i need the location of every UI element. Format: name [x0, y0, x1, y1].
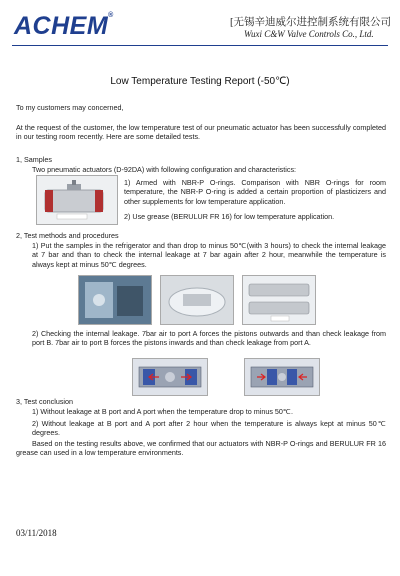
actuator-photo	[36, 175, 118, 225]
sample-item-1: 1) Armed with NBR-P O-rings. Comparison with NBR O-rings for room temperature, the NBR-P O-ring is added a certain proportion of plasticizers and other supplements for low temperature application.	[124, 178, 386, 206]
refrigerator-illustration-2	[161, 276, 233, 324]
port-a-diagram	[132, 358, 208, 396]
refrigerator-photo-2	[160, 275, 234, 325]
port-a-illustration	[133, 359, 207, 395]
conclusion-summary: Based on the testing results above, we confirmed that our actuators with NBR-P O-rings and BERULUR FR 16 grease can used in a low temperature environments.	[16, 439, 386, 458]
method-step-2: 2) Checking the internal leakage. 7bar air to port A forces the pistons outwards and than check leakage from port B. 7bar air to port B forces the pistons inwards and than check leakage from port A.	[32, 329, 386, 348]
methods-heading: 2, Test methods and procedures	[16, 231, 119, 240]
conclusion-heading: 3, Test conclusion	[16, 397, 74, 406]
company-name-chinese: [无锡辛迪威尔进控制系统有限公司	[230, 17, 391, 28]
refrigerator-illustration-1	[79, 276, 151, 324]
registered-mark: ®	[108, 12, 114, 19]
port-b-illustration	[245, 359, 319, 395]
sample-item-2: 2) Use grease (BERULUR FR 16) for low temperature application.	[124, 212, 335, 221]
greeting: To my customers may concerned,	[16, 103, 124, 112]
refrigerator-photo-1	[78, 275, 152, 325]
actuators-in-fridge-photo	[242, 275, 316, 325]
header-divider	[12, 45, 388, 46]
conclusion-item-2: 2) Without leakage at B port and A port after 2 hour when the temperature is always kept at minus 50℃ degrees.	[32, 419, 386, 438]
port-b-diagram	[244, 358, 320, 396]
actuators-in-fridge-illustration	[243, 276, 315, 324]
intro-paragraph: At the request of the customer, the low temperature test of our pneumatic actuator has been successfully completed in our testing room recently. Here are some detailed tests.	[16, 123, 386, 142]
samples-heading: 1, Samples	[16, 155, 52, 164]
logo-text: ACHEM	[14, 12, 109, 40]
report-date: 03/11/2018	[16, 528, 57, 538]
company-logo	[14, 12, 114, 41]
company-name-english: Wuxi C&W Valve Controls Co., Ltd.	[244, 29, 374, 39]
report-title: Low Temperature Testing Report (-50℃)	[110, 76, 290, 87]
method-step-1: 1) Put the samples in the refrigerator and than drop to minus 50℃(with 3 hours) to check the internal leakage at 7 bar and than to check the internal leakage at 7 bar again after 2 hour, meanwhile the temperature is always kept at minus 50℃ degrees.	[32, 241, 386, 269]
conclusion-item-1: 1) Without leakage at B port and A port when the temperature drop to minus 50℃.	[32, 407, 293, 416]
actuator-illustration	[37, 176, 117, 224]
samples-lead: Two pneumatic actuators (D-92DA) with following configuration and characteristics:	[32, 165, 297, 174]
